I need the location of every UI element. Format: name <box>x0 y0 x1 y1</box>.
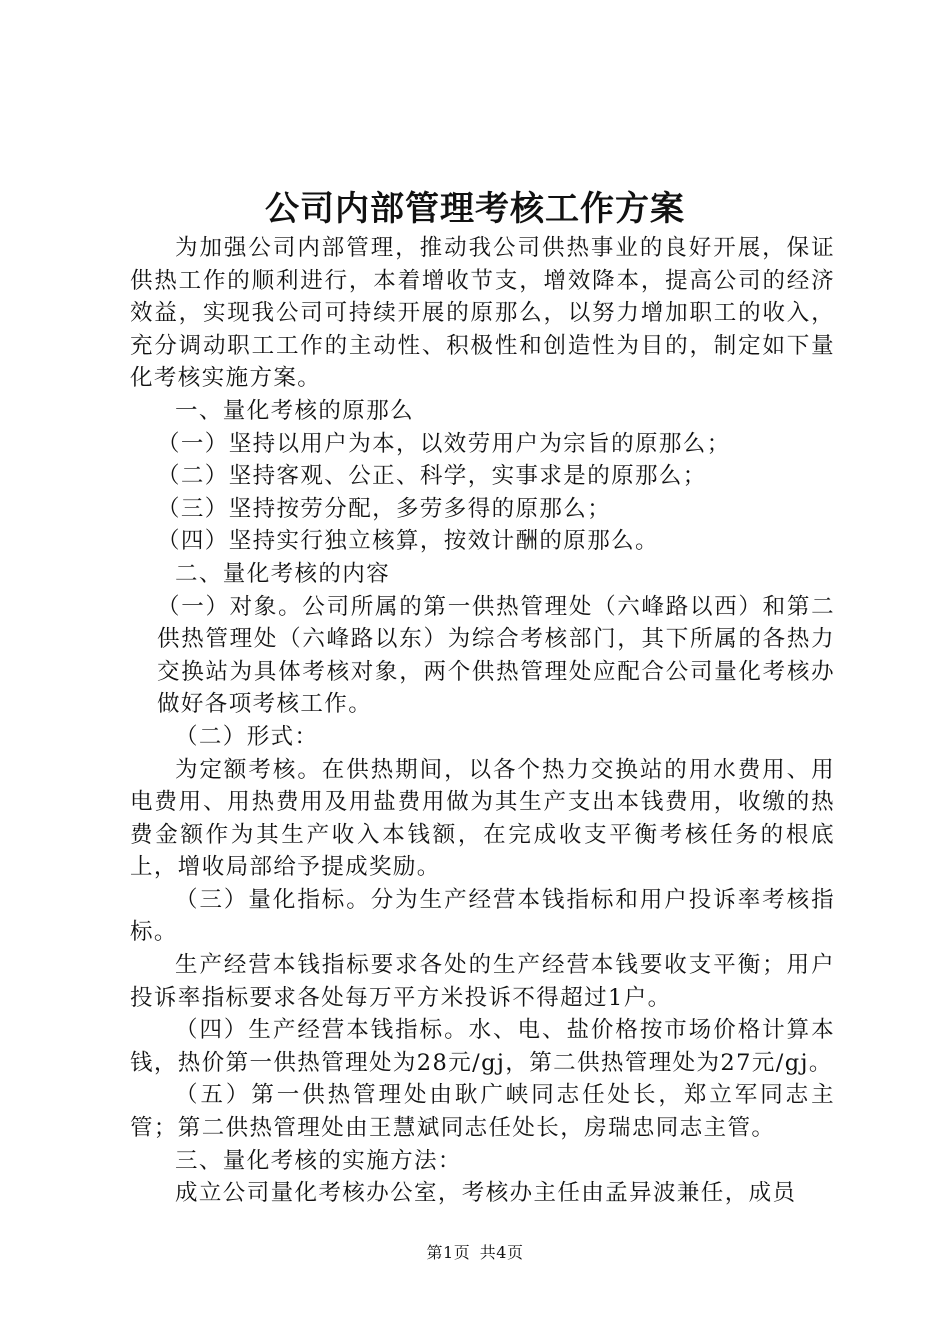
principle-item-4: （四）坚持实行独立核算，按效计酬的原那么。 <box>157 528 659 555</box>
paragraph-implementation: 成立公司量化考核办公室，考核办主任由孟异波兼任，成员 <box>175 1180 797 1207</box>
content-item-indicators: （三）量化指标。分为生产经营本钱指标和用户投诉率考核指标。 <box>130 886 835 946</box>
content-item-management: （五）第一供热管理处由耿广峡同志任处长，郑立军同志主管；第二供热管理处由王慧斌同志任处长，房瑞忠同志主管。 <box>130 1082 835 1142</box>
document-body <box>130 232 835 1210</box>
content-item-object: （一）对象。公司所属的第一供热管理处（六峰路以西）和第二供热管理处（六峰路以东）为综合考核部门，其下所属的各热力交换站为具体考核对象，两个供热管理处应配合公司量化考核办做好各项考核工作。 <box>157 593 835 718</box>
page-footer <box>0 1241 950 1265</box>
section-heading-1: 一、量化考核的原那么 <box>175 397 415 424</box>
content-item-indicator-requirements: 生产经营本钱指标要求各处的生产经营本钱要收支平衡；用户投诉率指标要求各处每万平方米投诉不得超过1户。 <box>130 952 835 1011</box>
section-heading-3: 三、量化考核的实施方法： <box>175 1147 462 1174</box>
section-heading-2: 二、量化考核的内容 <box>175 560 391 587</box>
page-total: 共4页 <box>479 1243 524 1262</box>
content-item-cost-indicator: （四）生产经营本钱指标。水、电、盐价格按市场价格计算本钱，热价第一供热管理处为28元/gj，第二供热管理处为27元/gj。 <box>130 1017 835 1076</box>
principle-item-2: （二）坚持客观、公正、科学，实事求是的原那么； <box>157 463 707 490</box>
principle-item-3: （三）坚持按劳分配，多劳多得的原那么； <box>157 495 612 522</box>
paragraph-intro: 为加强公司内部管理，推动我公司供热事业的良好开展，保证供热工作的顺利进行，本着增收节支，增效降本，提高公司的经济效益，实现我公司可持续开展的原那么，以努力增加职工的收入，充分调动职工工作的主动性、积极性和创造性为目的，制定如下量化考核实施方案。 <box>130 235 835 392</box>
principle-item-1: （一）坚持以用户为本，以效劳用户为宗旨的原那么； <box>157 430 731 457</box>
content-item-form: 为定额考核。在供热期间，以各个热力交换站的用水费用、用电费用、用热费用及用盐费用做为其生产支出本钱费用，收缴的热费金额作为其生产收入本钱额，在完成收支平衡考核任务的根底上，增收局部给予提成奖励。 <box>130 756 835 881</box>
content-item-form-heading: （二）形式： <box>175 723 319 750</box>
page-number: 第1页 <box>426 1243 471 1262</box>
document-title: 公司内部管理考核工作方案 <box>265 189 685 229</box>
